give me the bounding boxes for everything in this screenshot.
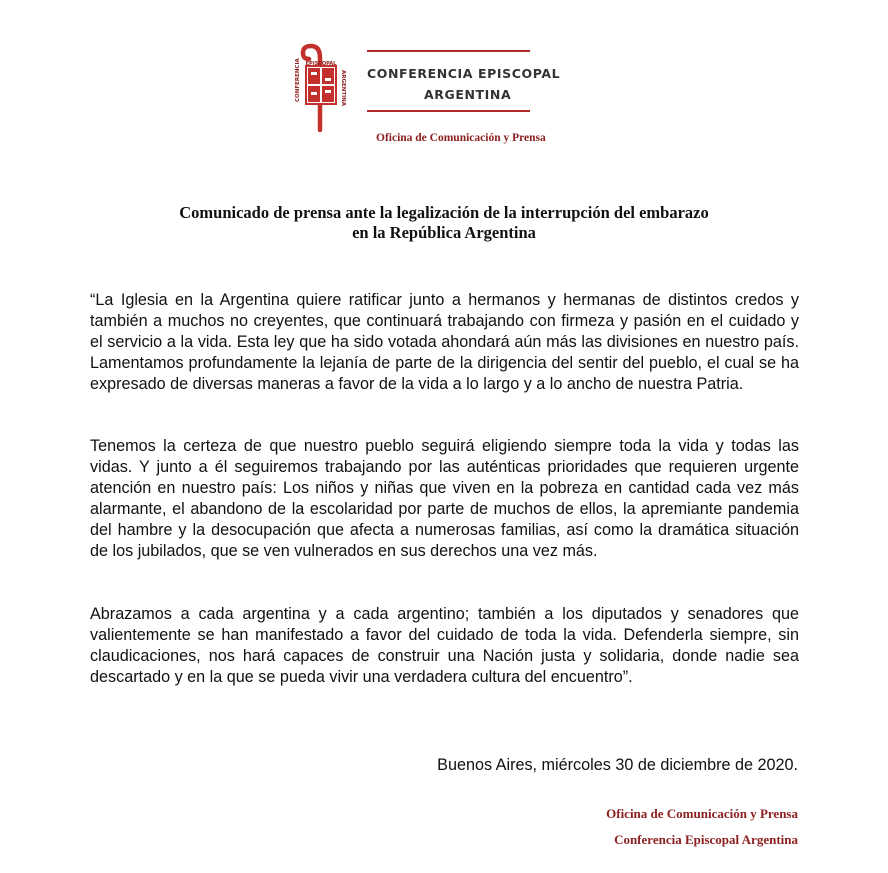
svg-text:CONFERENCIA: CONFERENCIA — [295, 58, 301, 102]
body-paragraph-2: Tenemos la certeza de que nuestro pueblo seguirá eligiendo siempre toda la vida y todas las vidas. Y junto a él seguiremos trabajando por las auténticas prioridades que requieren urgente atención en nuestro país: Los niños y niñas que viven en la pobreza en cantidad cada vez más alarmante, el abandono de la escolaridad por parte de muchos de ellos, la apremiante pandemia del hambre y la desocupación que afecta a numerosas familias, así como la dramática situación de los jubilados, que se ven vulnerados en sus derechos una vez más. — [90, 437, 799, 560]
org-name-line2: ARGENTINA — [424, 87, 512, 102]
title-line1: Comunicado de prensa ante la legalización de la interrupción del embarazo — [179, 203, 709, 222]
header-rule-bottom — [367, 110, 530, 112]
svg-text:ARGENTINA: ARGENTINA — [340, 70, 346, 107]
office-name: Oficina de Comunicación y Prensa — [376, 132, 546, 144]
signature-organization: Conferencia Episcopal Argentina — [614, 832, 798, 847]
body-paragraph-3: Abrazamos a cada argentina y a cada argentino; también a los diputados y senadores que valientemente se han manifestado a favor del cuidado de toda la vida. Defenderla siempre, sin claudicaciones, nos hará capaces de construir una Nación justa y solidaria, donde nadie sea descartado y en la que se pueda vivir una verdadera cultura del encuentro”. — [90, 605, 799, 686]
signature-office: Oficina de Comunicación y Prensa — [606, 806, 798, 821]
document-title — [60, 203, 828, 243]
dateline: Buenos Aires, miércoles 30 de diciembre de 2020. — [437, 756, 798, 774]
header-logo — [290, 40, 590, 150]
body-paragraph-1: “La Iglesia en la Argentina quiere ratificar junto a hermanos y hermanas de distintos credos y también a muchos no creyentes, que continuará trabajando con firmeza y pasión en el cuidado y el servicio a la vida. Esta ley que ha sido votada ahondará aún más las divisiones en nuestro país. Lamentamos profundamente la lejanía de parte de la dirigencia del sentir del pueblo, el cual se ha expresado de diversas maneras a favor de la vida a lo largo y a lo ancho de nuestra Patria. — [90, 291, 799, 393]
crozier-shield-seal-icon — [290, 40, 354, 132]
svg-text:EPISCOPAL: EPISCOPAL — [305, 61, 337, 67]
header-rule-top — [367, 50, 530, 52]
title-line2: en la República Argentina — [352, 223, 536, 242]
org-name-line1: CONFERENCIA EPISCOPAL — [367, 66, 561, 81]
